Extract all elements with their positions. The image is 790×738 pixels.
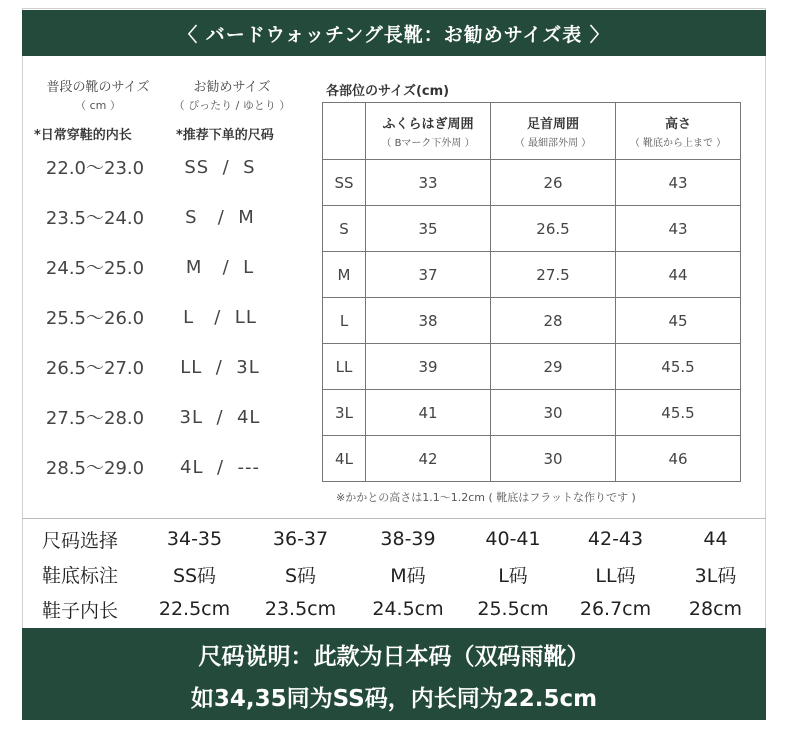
foot-length: 27.5～28.0 (45, 408, 145, 429)
calf-value: 33 (366, 160, 491, 206)
size-label: LL (323, 344, 366, 390)
calf-value: 39 (366, 344, 491, 390)
table-header-calf (366, 103, 491, 160)
mapping-row-label: 鞋子内长 (42, 599, 119, 622)
mapping-cell: 40-41 (485, 528, 541, 550)
mapping-cell: 38-39 (380, 528, 436, 550)
foot-length: 23.5～24.0 (45, 208, 145, 229)
mapping-cell: LL码 (595, 564, 636, 587)
left-note-1: *日常穿鞋的内长 (34, 128, 132, 143)
foot-length: 24.5～25.0 (45, 258, 145, 279)
calf-value: 38 (366, 298, 491, 344)
table-header-height (616, 103, 741, 160)
left-size-row (30, 242, 320, 292)
size-label: M (323, 252, 366, 298)
mapping-cell: M码 (390, 564, 426, 587)
size-label: 4L (323, 436, 366, 482)
size-detail-body (323, 160, 741, 482)
left-size-row (30, 342, 320, 392)
mapping-cell: 22.5cm (158, 598, 231, 620)
table-row (323, 160, 741, 206)
foot-length: 25.5～26.0 (45, 308, 145, 329)
ankle-value: 28 (491, 298, 616, 344)
recommended-size: SS / S (184, 156, 256, 178)
table-row (323, 206, 741, 252)
calf-value: 37 (366, 252, 491, 298)
table-row (323, 344, 741, 390)
mapping-cell: 34-35 (166, 528, 223, 550)
footer-line-2: 如34,35同为SS码，内长同为22.5cm (190, 686, 598, 712)
mapping-cell: 25.5cm (477, 598, 549, 620)
table-header-ankle (491, 103, 616, 160)
header-main: 高さ (664, 117, 691, 132)
size-detail-table (322, 102, 741, 482)
left-size-row (30, 442, 320, 492)
table-header-row (323, 103, 741, 160)
page-title-banner (22, 10, 766, 56)
table-row (323, 390, 741, 436)
left-col2-sub: （ ぴったり / ゆとり ） (173, 99, 291, 112)
mapping-cell: SS码 (172, 564, 217, 587)
foot-length: 28.5～29.0 (45, 458, 145, 479)
recommended-size: 3L / 4L (179, 406, 261, 428)
recommended-size: S / M (185, 206, 255, 228)
left-size-row (30, 192, 320, 242)
footer-line-1: 尺码说明：此款为日本码（双码雨靴） (198, 644, 590, 670)
recommended-size: LL / 3L (180, 356, 260, 378)
header-sub: （ 靴底から上まで ） (629, 138, 727, 149)
mapping-cell: 26.7cm (579, 598, 652, 620)
mapping-row (22, 592, 766, 626)
section-divider (22, 518, 766, 519)
height-value: 45.5 (616, 344, 741, 390)
mapping-cell: 28cm (688, 598, 743, 620)
left-col2-title: お勧めサイズ (193, 80, 271, 95)
size-label: 3L (323, 390, 366, 436)
height-value: 44 (616, 252, 741, 298)
mapping-cell: 42-43 (587, 528, 644, 550)
recommended-size: M / L (185, 256, 255, 278)
left-col2-header (172, 76, 292, 113)
size-label: S (323, 206, 366, 252)
mapping-cell: 44 (703, 528, 728, 550)
header-sub: （ Bマーク下外周 ） (381, 138, 475, 149)
calf-value: 42 (366, 436, 491, 482)
header-main: ふくらはぎ周囲 (382, 117, 474, 132)
ankle-value: 29 (491, 344, 616, 390)
mapping-row (22, 522, 766, 556)
calf-value: 35 (366, 206, 491, 252)
calf-value: 41 (366, 390, 491, 436)
mapping-row-label: 尺码选择 (42, 529, 119, 552)
table-row (323, 252, 741, 298)
recommended-size: 4L / --- (180, 456, 260, 478)
size-label: SS (323, 160, 366, 206)
foot-length: 26.5～27.0 (45, 358, 145, 379)
heel-note: ※かかとの高さは1.1～1.2cm ( 靴底はフラットな作りです ) (336, 491, 636, 504)
left-size-row (30, 292, 320, 342)
footer-banner (22, 628, 766, 720)
ankle-value: 26 (491, 160, 616, 206)
recommended-size: L / LL (183, 306, 257, 328)
mapping-cell: 23.5cm (264, 598, 337, 620)
height-value: 45 (616, 298, 741, 344)
ankle-value: 26.5 (491, 206, 616, 252)
height-value: 43 (616, 160, 741, 206)
left-col1-title: 普段の靴のサイズ (46, 80, 150, 95)
header-sub: （ 最細部外周 ） (514, 138, 592, 149)
mapping-cell: 24.5cm (372, 598, 444, 620)
mapping-cell: L码 (498, 564, 528, 587)
mapping-row (22, 557, 766, 591)
left-size-row (30, 142, 320, 192)
left-note-2: *推荐下单的尺码 (176, 128, 274, 143)
table-header-corner (323, 103, 366, 160)
ankle-value: 30 (491, 390, 616, 436)
mapping-cell: 36-37 (272, 528, 329, 550)
mapping-cell: S码 (284, 564, 317, 587)
height-value: 45.5 (616, 390, 741, 436)
right-table-title: 各部位のサイズ(cm) (326, 84, 450, 99)
size-label: L (323, 298, 366, 344)
foot-length: 22.0～23.0 (45, 158, 145, 179)
height-value: 46 (616, 436, 741, 482)
page-title: 〈 バードウォッチング長靴：お勧めサイズ表 〉 (178, 23, 610, 46)
mapping-cell: 3L码 (694, 564, 737, 587)
ankle-value: 30 (491, 436, 616, 482)
height-value: 43 (616, 206, 741, 252)
table-row (323, 298, 741, 344)
mapping-row-label: 鞋底标注 (42, 564, 119, 587)
left-col1-header (38, 76, 158, 113)
left-col1-unit: （ cm ） (75, 99, 121, 112)
ankle-value: 27.5 (491, 252, 616, 298)
table-row (323, 436, 741, 482)
header-main: 足首周囲 (526, 117, 579, 132)
left-size-row (30, 392, 320, 442)
